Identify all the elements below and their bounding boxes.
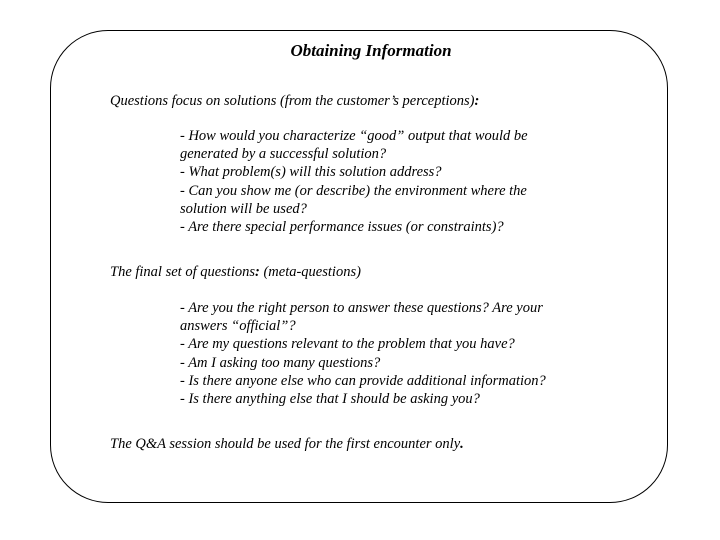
list-item: - Are you the right person to answer these questions? Are your answers “official”? — [180, 300, 543, 335]
section1-question-list — [180, 127, 620, 236]
closing-text: The Q&A session should be used for the first encounter only — [110, 436, 461, 452]
list-item: - Are my questions relevant to the problem that you have? — [180, 336, 515, 353]
section2-question-list — [180, 299, 620, 408]
list-item: - Can you show me (or describe) the environment where the solution will be used? — [180, 182, 527, 217]
section2-heading-colon: : — [255, 264, 260, 280]
section2-heading — [110, 263, 361, 281]
list-item: - Am I asking too many questions? — [180, 354, 381, 371]
closing-period: . — [460, 436, 464, 452]
list-item: - Is there anything else that I should be asking you? — [180, 391, 480, 408]
section1-heading — [110, 92, 479, 110]
section2-heading-end: (meta-questions) — [259, 264, 361, 280]
closing-statement — [110, 435, 464, 453]
section1-heading-colon: : — [474, 93, 480, 109]
list-item: - Are there special performance issues (or constraints)? — [180, 219, 504, 236]
list-item: - How would you characterize “good” output that would be generated by a successful solution? — [180, 128, 528, 163]
section2-heading-start: The final set of questions — [110, 264, 255, 280]
list-item: - What problem(s) will this solution address? — [180, 164, 442, 181]
section1-heading-text: Questions focus on solutions (from the customer’s perceptions) — [110, 93, 475, 109]
list-item: - Is there anyone else who can provide additional information? — [180, 372, 546, 389]
slide-title: Obtaining Information — [290, 41, 452, 60]
